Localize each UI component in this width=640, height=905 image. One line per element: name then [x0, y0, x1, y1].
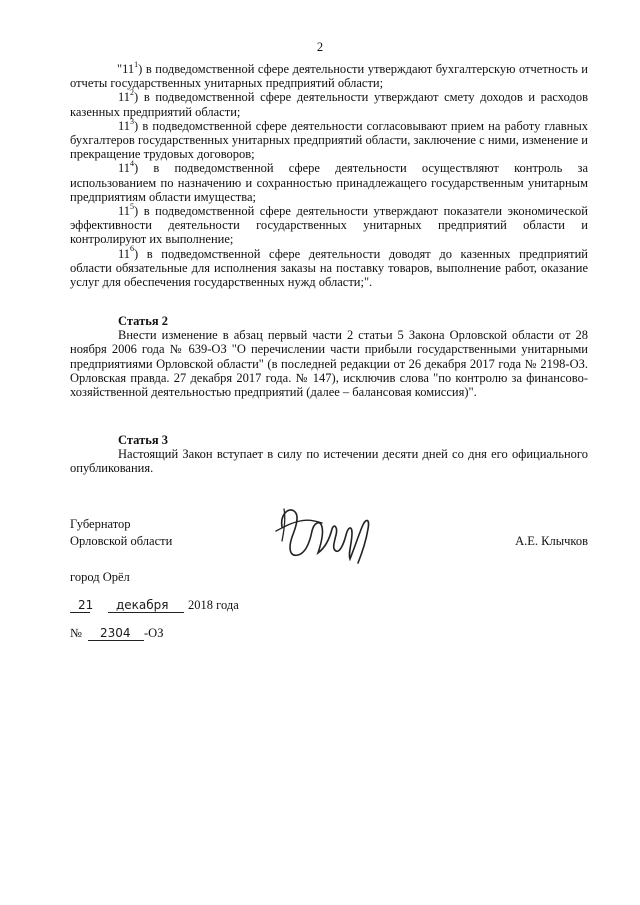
item-text: ) в подведомственной сфере деятельности утверждают бухгалтерскую отчетность и отчеты государственных унитарных предприятий области;: [70, 62, 588, 91]
date-day-underline: [70, 612, 90, 613]
date-month-underline: [108, 612, 184, 613]
date-day: 21: [78, 598, 94, 612]
number-suffix: -ОЗ: [144, 626, 164, 640]
number-line: [70, 626, 270, 644]
number-underline: [88, 640, 144, 641]
item-number: 11: [118, 90, 131, 105]
item-sup: 1: [134, 59, 139, 69]
item-number: "11: [117, 62, 135, 76]
article-3-heading: Статья 3: [118, 433, 168, 447]
date-line: [70, 598, 310, 616]
item-text: ) в подведомственной сфере деятельности осуществляют контроль за использованием по назначению и сохранностью принадлежащего государственным унитарным предприятиям области имущества;: [70, 161, 588, 204]
item-text: ) в подведомственной сфере деятельности утверждают показатели экономической эффективности деятельности государственных унитарных предприятий области и контролируют их выполнение;: [70, 204, 588, 247]
item-text: ) в подведомственной сфере деятельности согласовывают прием на работу главных бухгалтеров государственных унитарных предприятий области, заключение с ними, изменение и прекращение трудовых договоров;: [70, 118, 588, 162]
page-number: 2: [316, 40, 324, 54]
number-value: 2304: [100, 626, 131, 640]
article-3: [70, 433, 588, 476]
item-number: 11: [118, 204, 131, 219]
item-sup: 5: [130, 201, 135, 211]
article-2-text: Внести изменение в абзац первый части 2 статьи 5 Закона Орловской области от 28 ноября 2006 года № 639-ОЗ "О перечислении части прибыли государственными унитарными предприятиями Орловской области" (в последней редакции от 26 декабря 2017 года № 2198-ОЗ. Орловская правда. 27 декабря 2017 года. № 147), исключив слова "по контролю за финансово-хозяйственной деятельностью предприятий (далее – балансовая комиссия)".: [70, 328, 588, 400]
article-2: [70, 314, 588, 399]
city: город Орёл: [70, 570, 130, 584]
item-sup: 3: [130, 116, 135, 126]
amendment-item: [70, 90, 588, 118]
handwritten-signature: [270, 497, 380, 577]
item-sup: 4: [130, 159, 135, 169]
amendment-item: [70, 161, 588, 204]
signatory-title-line2: Орловской области: [70, 534, 173, 548]
date-month: декабря: [116, 598, 169, 612]
item-sup: 6: [130, 244, 135, 254]
signatory-name: А.Е. Клычков: [515, 534, 588, 548]
article-2-heading: Статья 2: [118, 314, 168, 328]
number-prefix: №: [70, 626, 82, 640]
amendment-item: [70, 59, 588, 91]
item-sup: 2: [130, 88, 135, 98]
signatory-title: [70, 516, 172, 550]
item-number: 11: [118, 161, 131, 176]
article-3-text: Настоящий Закон вступает в силу по истечении десяти дней со дня его официального опубликования.: [70, 447, 588, 476]
item-number: 11: [118, 246, 131, 261]
amendments-block: [70, 59, 588, 290]
signatory-title-line1: Губернатор: [70, 517, 131, 531]
date-year: 2018 года: [188, 598, 239, 612]
amendment-item: [70, 201, 588, 247]
item-text: ) в подведомственной сфере деятельности утверждают смету доходов и расходов казенных предприятий области;: [70, 90, 588, 119]
item-text: ) в подведомственной сфере деятельности доводят до казенных предприятий области обязательные для исполнения заказы на поставку товаров, выполнение работ, оказание услуг для обеспечения государственных нужд области;".: [70, 246, 588, 290]
amendment-item: [70, 116, 588, 162]
item-number: 11: [118, 118, 131, 133]
amendment-item: [70, 244, 588, 290]
